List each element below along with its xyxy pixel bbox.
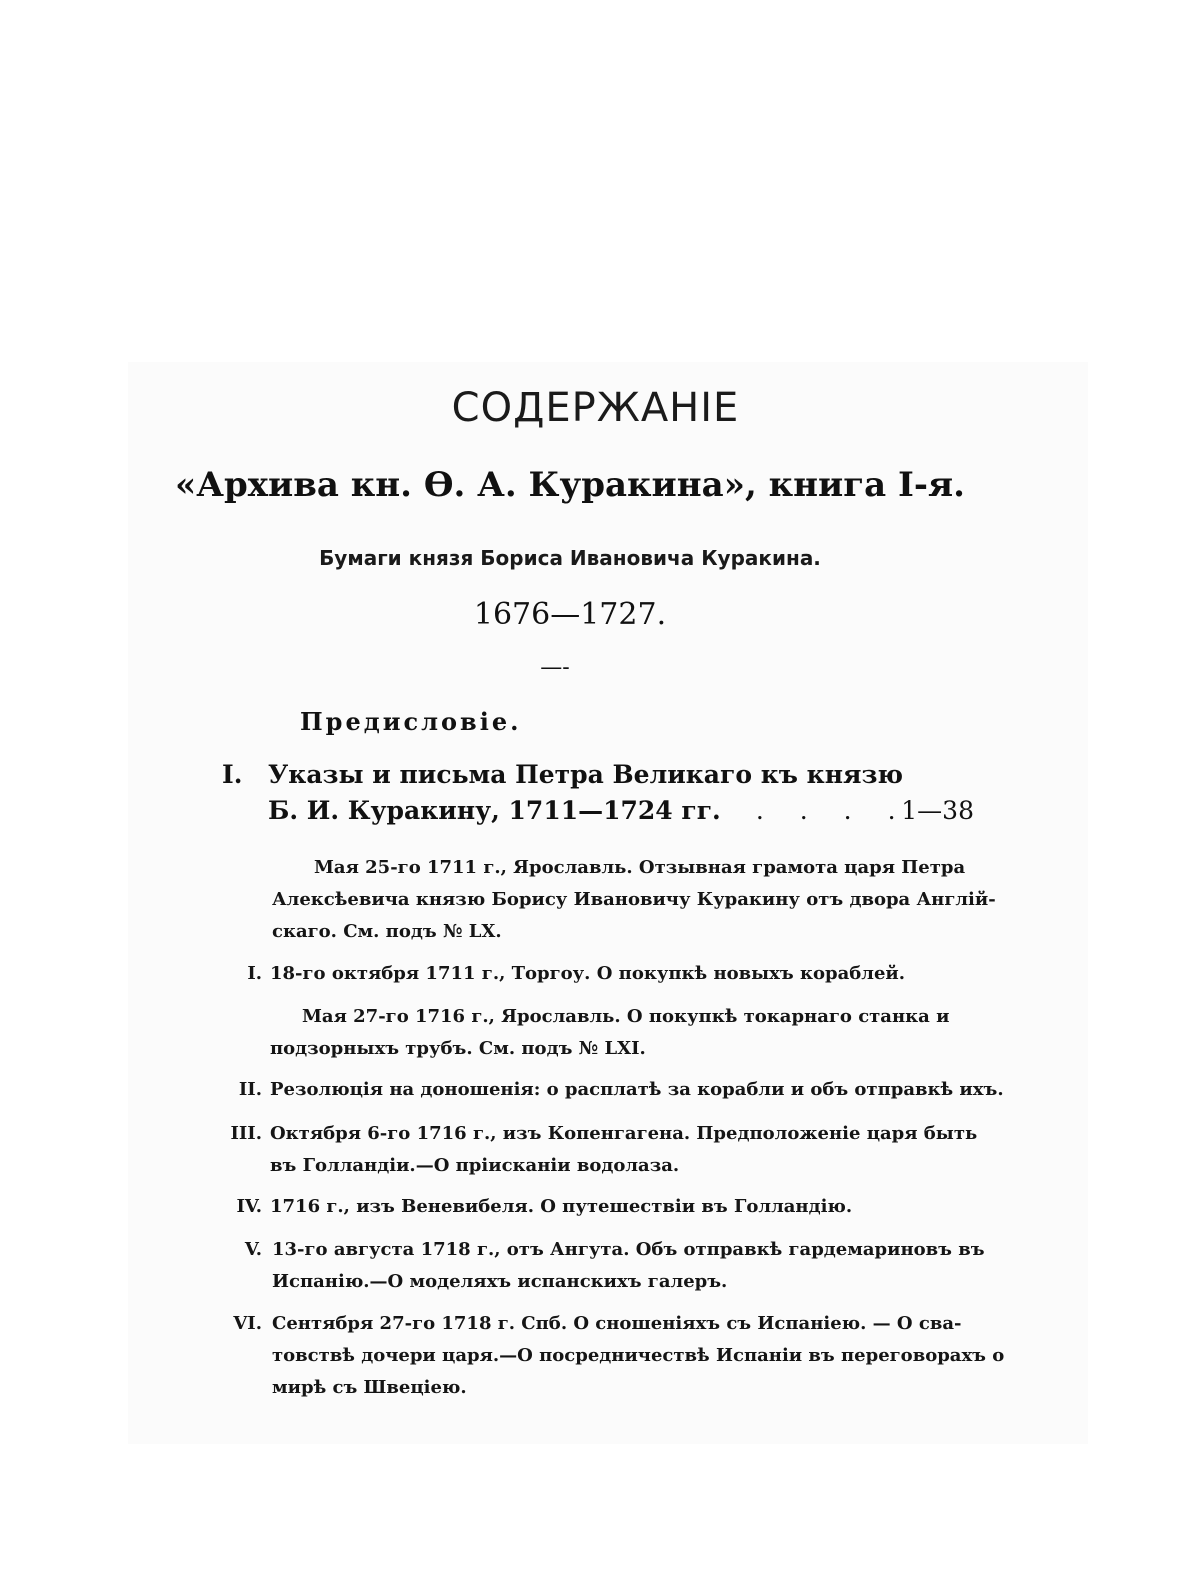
entry-line: подзорныхъ трубъ. См. подъ № LXI. — [270, 1038, 646, 1059]
entry-line: скаго. См. подъ № LX. — [272, 921, 502, 942]
archive-subtitle: «Архива кн. Ѳ. А. Куракина», книга І-я. — [175, 465, 965, 505]
section-title-line-1: Указы и письма Петра Великаго къ князю — [268, 760, 904, 789]
section-title-line-2: Б. И. Куракину, 1711—1724 гг. — [268, 796, 721, 825]
year-range: 1676—1727. — [473, 597, 667, 632]
papers-subtitle: Бумаги князя Бориса Ивановича Куракина. — [319, 546, 821, 570]
entry-number: III. — [230, 1123, 262, 1144]
entry-number: V. — [244, 1239, 262, 1260]
entry-number: IV. — [236, 1196, 262, 1217]
entry-line: товствѣ дочери царя.—О посредничествѣ Испаніи въ переговорахъ о — [272, 1345, 1005, 1366]
entry-number: VI. — [233, 1313, 262, 1334]
entry-line: Октября 6-го 1716 г., изъ Копенгагена. Предположеніе царя быть — [270, 1123, 978, 1144]
entry-line: Мая 27-го 1716 г., Ярославль. О покупкѣ токарнаго станка и — [302, 1006, 950, 1027]
page-range: 1—38 — [901, 796, 974, 825]
entry-line: въ Голландіи.—О пріисканіи водолаза. — [270, 1155, 680, 1176]
entry-line: Сентября 27-го 1718 г. Спб. О сношеніяхъ съ Испаніею. — О сва- — [272, 1313, 962, 1334]
section-number: I. — [222, 760, 243, 789]
entry-line: 1716 г., изъ Веневибеля. О путешествіи въ Голландію. — [270, 1196, 853, 1217]
separator-dash: —- — [540, 655, 570, 680]
entry-line: мирѣ съ Швеціею. — [272, 1377, 467, 1398]
entry-line: Испанію.—О моделяхъ испанскихъ галеръ. — [272, 1271, 728, 1292]
entry-line: Мая 25-го 1711 г., Ярославль. Отзывная грамота царя Петра — [314, 857, 966, 878]
entry-line: 18-го октября 1711 г., Торгоу. О покупкѣ новыхъ кораблей. — [270, 963, 906, 984]
entry-number: I. — [247, 963, 262, 984]
preface-heading: Предисловіе. — [300, 707, 522, 736]
entry-line: Алексѣевича князю Борису Ивановичу Куракину отъ двора Англій- — [272, 889, 996, 910]
entry-line: 13-го августа 1718 г., отъ Ангута. Объ отправкѣ гардемариновъ въ — [272, 1239, 985, 1260]
entry-number: II. — [238, 1079, 262, 1100]
leader-dots: . . . . . — [712, 796, 910, 825]
page-title: СОДЕРЖАНІЕ — [451, 385, 740, 431]
entry-line: Резолюція на доношенія: о расплатѣ за корабли и объ отправкѣ ихъ. — [270, 1079, 1004, 1100]
